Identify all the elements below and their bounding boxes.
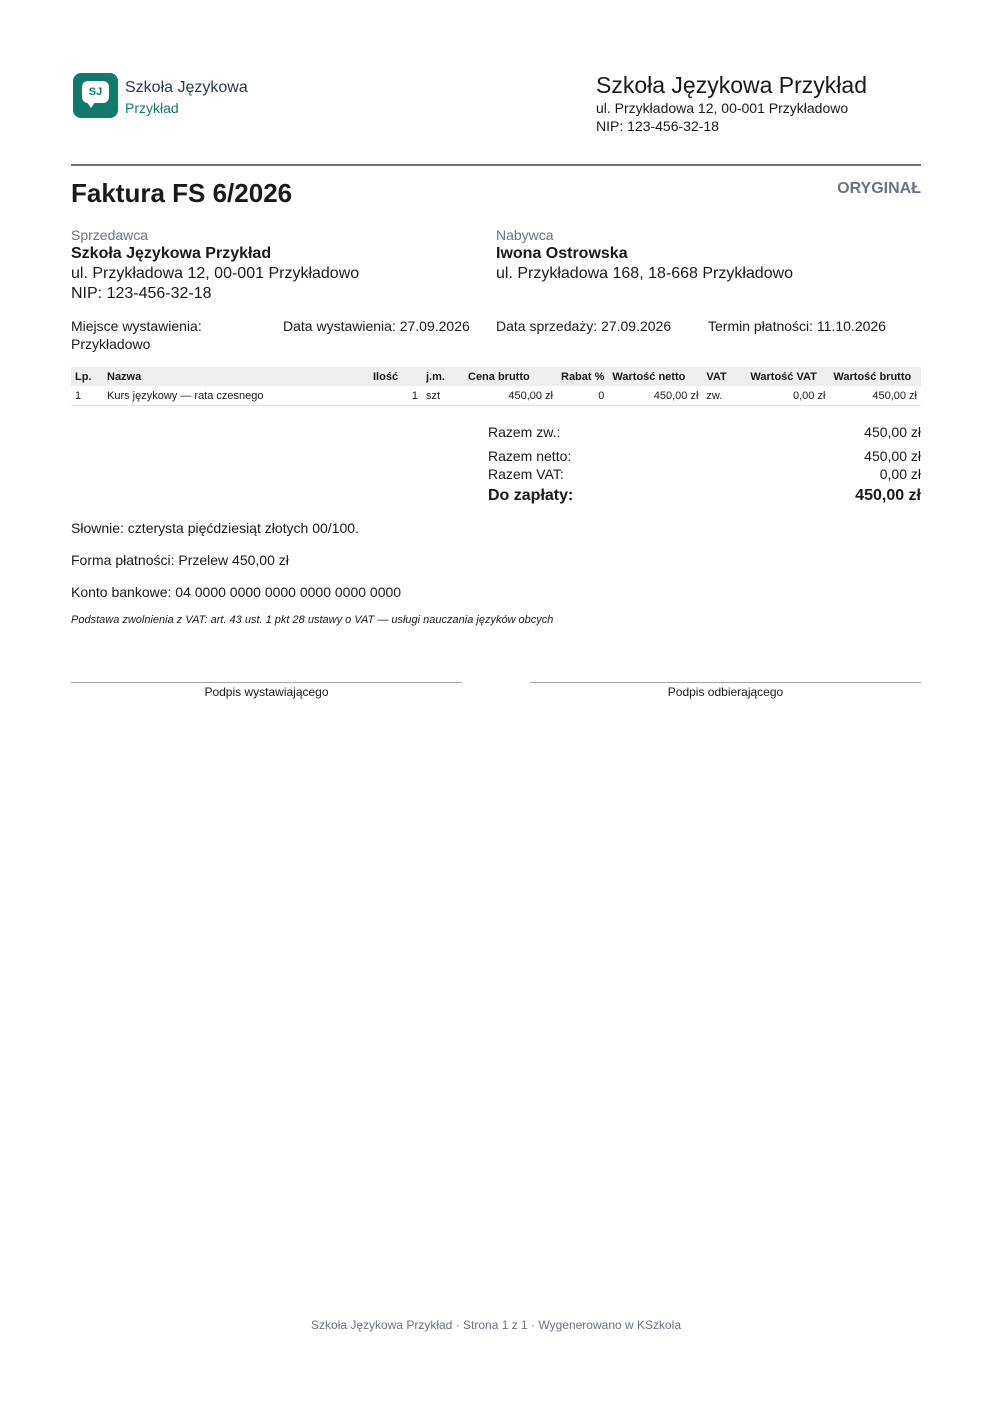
seller-nip: NIP: 123-456-32-18 [71, 285, 212, 302]
issue-place-value: Przykładowo [71, 336, 151, 352]
logo-initials: SJ [82, 81, 109, 103]
total-vat-value: 0,00 zł [879, 466, 921, 482]
issue-date: Data wystawienia: 27.09.2026 [283, 318, 470, 334]
due-date: Termin płatności: 11.10.2026 [708, 318, 886, 334]
cell-gross-price: 450,00 zł [464, 386, 557, 406]
invoice-page [71, 0, 921, 1403]
logo-icon [73, 73, 118, 118]
col-vat-value: Wartość VAT [746, 367, 829, 386]
header-company-name: Szkoła Językowa Przykład [596, 72, 867, 98]
table-row [71, 386, 921, 406]
cell-discount: 0 [557, 386, 608, 406]
issue-place-label: Miejsce wystawienia: [71, 318, 202, 334]
copy-label: ORYGINAŁ [837, 180, 921, 197]
header-company-nip: NIP: 123-456-32-18 [596, 118, 719, 134]
col-discount: Rabat % [557, 367, 608, 386]
col-unit: j.m. [422, 367, 464, 386]
buyer-label: Nabywca [496, 227, 554, 243]
logo-bubble-tail [86, 101, 96, 108]
issuer-signature-label: Podpis wystawiającego [204, 685, 329, 699]
buyer-name: Iwona Ostrowska [496, 245, 628, 262]
amount-due-label: Do zapłaty: [488, 487, 574, 504]
col-vat: VAT [702, 367, 746, 386]
col-gross-price: Cena brutto [464, 367, 557, 386]
cell-vat-value: 0,00 zł [746, 386, 829, 406]
amount-in-words: Słownie: czterysta pięćdziesiąt złotych 00/100. [71, 520, 359, 536]
col-qty: Ilość [369, 367, 422, 386]
issue-place [71, 318, 202, 352]
items-table [71, 367, 921, 406]
buyer-address: ul. Przykładowa 168, 18-668 Przykładowo [496, 265, 794, 282]
col-lp: Lp. [71, 367, 103, 386]
cell-gross-value: 450,00 zł [829, 386, 921, 406]
total-net-value: 450,00 zł [864, 448, 921, 464]
cell-unit: szt [422, 386, 464, 406]
col-gross-value: Wartość brutto [829, 367, 921, 386]
vat-exemption-note: Podstawa zwolnienia z VAT: art. 43 ust. 1 pkt 28 ustawy o VAT — usługi nauczania języków obcych [71, 614, 554, 626]
invoice-title: Faktura FS 6/2026 [71, 178, 293, 208]
cell-name: Kurs językowy — rata czesnego [103, 386, 369, 406]
cell-vat: zw. [702, 386, 746, 406]
logo-subtitle: Przykład [125, 100, 179, 116]
cell-net-value: 450,00 zł [608, 386, 702, 406]
page-footer: Szkoła Językowa Przykład · Strona 1 z 1 · Wygenerowano w KSzkola [310, 1318, 682, 1332]
bank-account: Konto bankowe: 04 0000 0000 0000 0000 0000 0000 [71, 584, 402, 600]
seller-name: Szkoła Językowa Przykład [71, 245, 272, 262]
sale-date: Data sprzedaży: 27.09.2026 [496, 318, 672, 334]
col-name: Nazwa [103, 367, 369, 386]
issuer-signature-line [71, 682, 462, 683]
seller-label: Sprzedawca [71, 227, 149, 243]
header-divider [71, 164, 921, 166]
total-exempt-value: 450,00 zł [864, 424, 921, 440]
receiver-signature-line [530, 682, 921, 683]
cell-qty: 1 [369, 386, 422, 406]
total-exempt-label: Razem zw.: [488, 424, 561, 440]
amount-due-value: 450,00 zł [855, 487, 921, 504]
total-vat-label: Razem VAT: [488, 466, 564, 482]
payment-method: Forma płatności: Przelew 450,00 zł [71, 552, 289, 568]
receiver-signature-label: Podpis odbierającego [667, 685, 784, 699]
cell-lp: 1 [71, 386, 103, 406]
total-net-label: Razem netto: [488, 448, 572, 464]
col-net-value: Wartość netto [608, 367, 702, 386]
seller-address: ul. Przykładowa 12, 00-001 Przykładowo [71, 265, 360, 282]
items-header-row [71, 367, 921, 386]
header-company-address: ul. Przykładowa 12, 00-001 Przykładowo [596, 100, 849, 116]
logo-name: Szkoła Językowa [125, 79, 248, 96]
